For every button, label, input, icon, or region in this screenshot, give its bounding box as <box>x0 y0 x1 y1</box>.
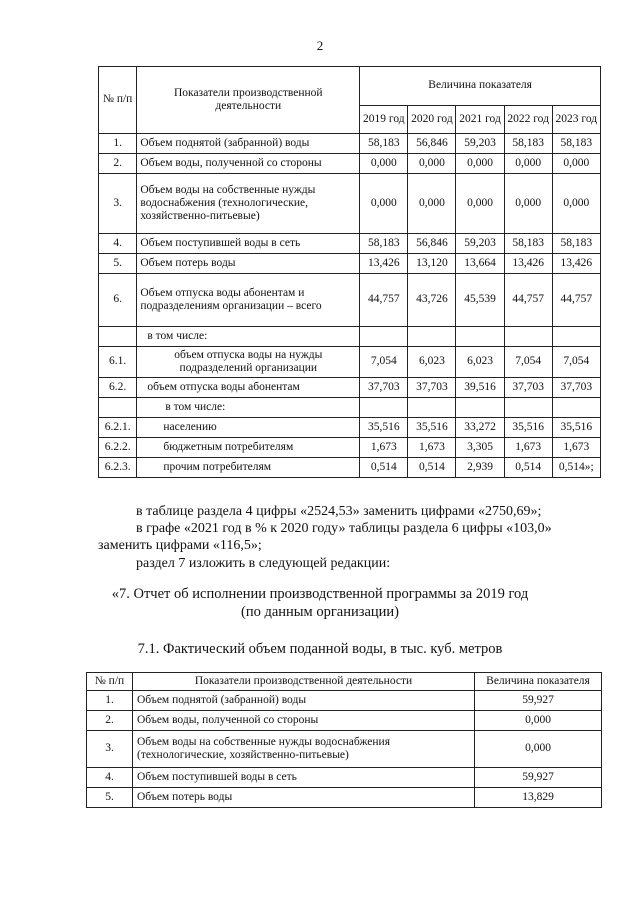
row-value: 35,516 <box>408 418 456 438</box>
row-value: 37,703 <box>552 378 600 398</box>
row-value: 58,183 <box>504 234 552 254</box>
col-header-num: № п/п <box>99 67 137 134</box>
row-indicator: объем отпуска воды абонентам <box>137 378 360 398</box>
row-value: 0,514 <box>504 458 552 478</box>
row-number: 6.2.1. <box>99 418 137 438</box>
row-value: 35,516 <box>552 418 600 438</box>
col-header-value-group: Величина показателя <box>360 67 601 106</box>
row-value: 56,846 <box>408 134 456 154</box>
row-value: 37,703 <box>360 378 408 398</box>
row-number: 4. <box>87 768 133 788</box>
col-header-year: 2019 год <box>360 106 408 134</box>
row-indicator: бюджетным потребителям <box>137 438 360 458</box>
row-indicator: Объем поступившей воды в сеть <box>133 768 475 788</box>
table-row <box>87 711 602 731</box>
col-header-indicator: Показатели производственной деятельности <box>133 673 475 691</box>
row-indicator: Объем поднятой (забранной) воды <box>133 691 475 711</box>
row-number: 3. <box>99 174 137 234</box>
row-value: 37,703 <box>408 378 456 398</box>
col-header-num: № п/п <box>87 673 133 691</box>
row-number: 3. <box>87 731 133 768</box>
row-value: 0,000 <box>475 731 602 768</box>
row-number: 1. <box>87 691 133 711</box>
row-value: 13,426 <box>504 254 552 274</box>
row-value: 33,272 <box>456 418 504 438</box>
row-value: 0,514 <box>360 458 408 478</box>
row-number: 6.2.2. <box>99 438 137 458</box>
row-value: 0,000 <box>552 174 600 234</box>
col-header-year: 2020 год <box>408 106 456 134</box>
row-value <box>504 398 552 418</box>
row-value <box>456 327 504 347</box>
row-value: 37,703 <box>504 378 552 398</box>
table-row <box>99 438 601 458</box>
row-number: 6.2.3. <box>99 458 137 478</box>
row-value: 58,183 <box>552 234 600 254</box>
row-value: 0,000 <box>360 154 408 174</box>
row-number <box>99 398 137 418</box>
row-value: 13,120 <box>408 254 456 274</box>
row-value: 59,927 <box>475 768 602 788</box>
amendment-paragraph: в графе «2021 год в % к 2020 году» таблицы раздела 6 цифры «103,0» <box>136 521 552 536</box>
row-value: 0,000 <box>456 174 504 234</box>
row-value: 1,673 <box>504 438 552 458</box>
row-indicator: населению <box>137 418 360 438</box>
row-indicator: Объем воды на собственные нужды водоснабжения (технологические, хозяйственно-питьевые) <box>137 174 360 234</box>
col-header-indicator: Показатели производственной деятельности <box>137 67 360 134</box>
table-row <box>87 731 602 768</box>
row-number: 4. <box>99 234 137 254</box>
col-header-year: 2023 год <box>552 106 600 134</box>
row-value <box>456 398 504 418</box>
table-caption: 7.1. Фактический объем поданной воды, в тыс. куб. метров <box>137 641 503 657</box>
row-value: 6,023 <box>456 347 504 378</box>
row-number: 2. <box>99 154 137 174</box>
row-number: 5. <box>99 254 137 274</box>
table-row <box>99 274 601 327</box>
row-value: 1,673 <box>552 438 600 458</box>
col-header-year: 2021 год <box>456 106 504 134</box>
row-value <box>552 327 600 347</box>
table-row <box>99 154 601 174</box>
row-number: 2. <box>87 711 133 731</box>
row-value: 58,183 <box>552 134 600 154</box>
row-value: 0,000 <box>408 154 456 174</box>
row-value: 59,203 <box>456 134 504 154</box>
row-value: 39,516 <box>456 378 504 398</box>
row-value: 7,054 <box>504 347 552 378</box>
row-value: 35,516 <box>360 418 408 438</box>
row-indicator: Объем потерь воды <box>133 788 475 808</box>
row-value <box>360 327 408 347</box>
row-value: 0,514»; <box>552 458 600 478</box>
table-row <box>87 788 602 808</box>
row-value: 0,514 <box>408 458 456 478</box>
row-value: 35,516 <box>504 418 552 438</box>
row-value <box>408 398 456 418</box>
row-indicator: Объем потерь воды <box>137 254 360 274</box>
row-value: 59,927 <box>475 691 602 711</box>
row-value: 13,426 <box>360 254 408 274</box>
row-value: 0,000 <box>360 174 408 234</box>
row-value: 7,054 <box>360 347 408 378</box>
row-number: 6.2. <box>99 378 137 398</box>
row-value: 0,000 <box>475 711 602 731</box>
row-value: 1,673 <box>360 438 408 458</box>
col-header-value: Величина показателя <box>475 673 602 691</box>
row-value: 58,183 <box>504 134 552 154</box>
table-row <box>99 347 601 378</box>
row-number <box>99 327 137 347</box>
row-value <box>360 398 408 418</box>
row-indicator: Объем отпуска воды абонентам и подразделениям организации – всего <box>137 274 360 327</box>
table-row <box>99 174 601 234</box>
page-number: 2 <box>316 38 324 53</box>
row-value: 44,757 <box>504 274 552 327</box>
table-row <box>99 327 601 347</box>
row-value: 1,673 <box>408 438 456 458</box>
row-indicator: Объем воды, полученной со стороны <box>133 711 475 731</box>
row-value: 7,054 <box>552 347 600 378</box>
row-value <box>408 327 456 347</box>
row-value: 56,846 <box>408 234 456 254</box>
row-value: 44,757 <box>552 274 600 327</box>
table-row <box>99 418 601 438</box>
row-indicator: Объем поступившей воды в сеть <box>137 234 360 254</box>
row-value: 13,664 <box>456 254 504 274</box>
row-indicator: прочим потребителям <box>137 458 360 478</box>
row-value: 0,000 <box>552 154 600 174</box>
row-number: 1. <box>99 134 137 154</box>
production-indicators-table <box>98 66 601 478</box>
row-value: 13,426 <box>552 254 600 274</box>
row-value: 13,829 <box>475 788 602 808</box>
row-value: 0,000 <box>504 154 552 174</box>
section-subheading: (по данным организации) <box>240 604 399 620</box>
row-number: 6. <box>99 274 137 327</box>
row-value <box>504 327 552 347</box>
row-indicator: Объем поднятой (забранной) воды <box>137 134 360 154</box>
amendment-paragraph: заменить цифрами «116,5»; <box>98 538 262 553</box>
row-number: 5. <box>87 788 133 808</box>
table-row <box>99 254 601 274</box>
row-number: 6.1. <box>99 347 137 378</box>
table-row <box>99 234 601 254</box>
table-row <box>99 134 601 154</box>
row-value: 58,183 <box>360 134 408 154</box>
row-value: 44,757 <box>360 274 408 327</box>
row-value: 45,539 <box>456 274 504 327</box>
row-value: 2,939 <box>456 458 504 478</box>
row-indicator: в том числе: <box>137 327 360 347</box>
col-header-year: 2022 год <box>504 106 552 134</box>
table-row <box>99 458 601 478</box>
row-indicator: объем отпуска воды на нужды подразделений организации <box>137 347 360 378</box>
row-value: 6,023 <box>408 347 456 378</box>
row-indicator: Объем воды на собственные нужды водоснабжения (технологические, хозяйственно-питьевые) <box>133 731 475 768</box>
row-indicator: Объем воды, полученной со стороны <box>137 154 360 174</box>
row-value: 59,203 <box>456 234 504 254</box>
row-value: 0,000 <box>408 174 456 234</box>
table-row <box>99 398 601 418</box>
row-value <box>552 398 600 418</box>
row-value: 0,000 <box>504 174 552 234</box>
table-row <box>87 691 602 711</box>
water-supply-report-table <box>86 672 602 808</box>
row-value: 58,183 <box>360 234 408 254</box>
table-row <box>87 768 602 788</box>
section-heading: «7. Отчет об исполнении производственной программы за 2019 год <box>111 586 529 602</box>
row-value: 43,726 <box>408 274 456 327</box>
row-value: 0,000 <box>456 154 504 174</box>
amendment-paragraph: раздел 7 изложить в следующей редакции: <box>136 556 391 571</box>
row-indicator: в том числе: <box>137 398 360 418</box>
table-row <box>99 378 601 398</box>
row-value: 3,305 <box>456 438 504 458</box>
amendment-paragraph: в таблице раздела 4 цифры «2524,53» заменить цифрами «2750,69»; <box>136 504 542 519</box>
